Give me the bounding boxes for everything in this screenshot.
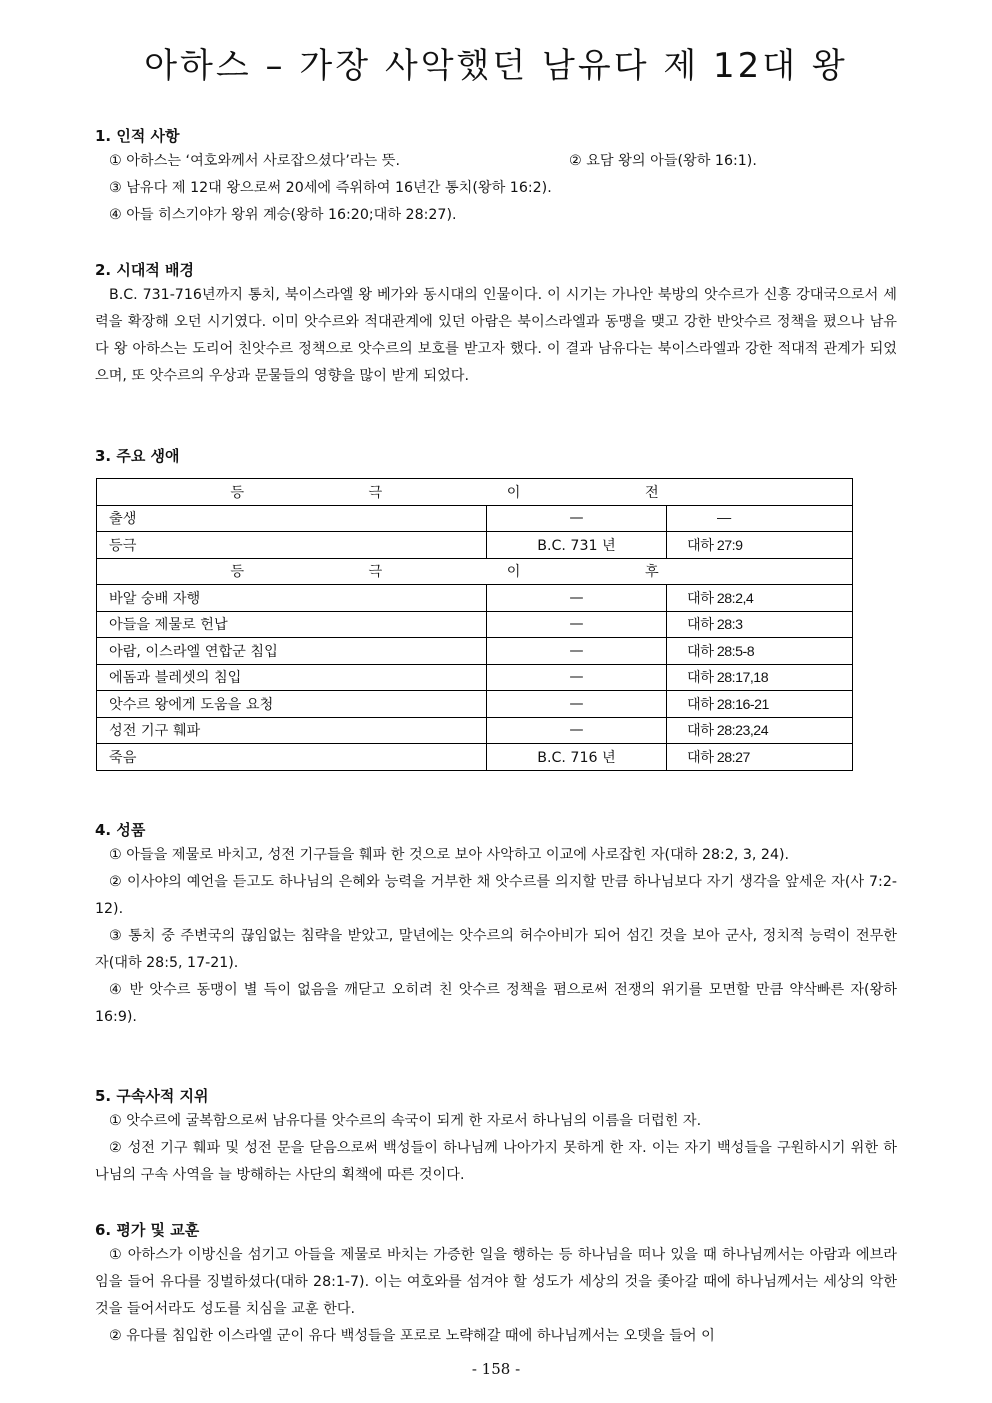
table-row: [97, 532, 853, 559]
info-item: ① 아하스는 ‘여호와께서 사로잡으셨다’라는 뜻.: [109, 153, 400, 169]
section-character: [95, 818, 897, 1031]
section-heading: 2. 시대적 배경: [95, 261, 195, 279]
year-cell: —: [487, 664, 667, 691]
table-row: [97, 611, 853, 638]
section-evaluation: [95, 1218, 897, 1350]
event-cell: 성전 기구 훼파: [97, 717, 487, 744]
year-cell: —: [487, 585, 667, 612]
table-row: [97, 744, 853, 771]
status-item: ① 앗수르에 굴복함으로써 남유다를 앗수르의 속국이 되게 한 자로서 하나님의 이름을 더럽힌 자.: [109, 1113, 702, 1129]
character-item: ④ 반 앗수르 동맹이 별 득이 없음을 깨닫고 오히려 친 앗수르 정책을 폄으로써 전쟁의 위기를 모면할 만큼 약삭빠른 자(왕하 16:9).: [95, 982, 897, 1025]
table-row: [97, 505, 853, 532]
section-personal-info: [95, 124, 897, 229]
year-cell: —: [487, 638, 667, 665]
ref-cell: 대하 28:3: [667, 611, 853, 638]
character-item: ② 이사야의 예언을 듣고도 하나님의 은혜와 능력을 거부한 채 앗수르를 의지할 만큼 하나님보다 자기 생각을 앞세운 자(사 7:2-12).: [95, 874, 897, 917]
table-header-row: [97, 479, 853, 506]
event-cell: 아들을 제물로 헌납: [97, 611, 487, 638]
event-cell: 등극: [97, 532, 487, 559]
event-cell: 죽음: [97, 744, 487, 771]
evaluation-item: ① 아하스가 이방신을 섬기고 아들을 제물로 바치는 가증한 일을 행하는 등 하나님을 떠나 있을 때 하나님께서는 아람과 에브라임을 들어 유다를 징벌하셨다(대하 28:1-7). 이는 여호와를 섬겨야 할 성도가 세상의 것을 좇아갈 때에 하나님께서는 세상의 악한 것을 들어서라도 성도를 치심을 교훈 한다.: [95, 1247, 897, 1317]
section-heading: 5. 구속사적 지위: [95, 1087, 209, 1105]
page-number: - 158 -: [471, 1360, 521, 1378]
section-life: [95, 444, 897, 468]
character-item: ③ 통치 중 주변국의 끊임없는 침략을 받았고, 말년에는 앗수르의 허수아비가 되어 섬긴 것을 보아 군사, 정치적 능력이 전무한 자(대하 28:5, 17-21).: [95, 928, 897, 971]
info-row: [95, 148, 897, 175]
ref-cell: 대하 28:27: [667, 744, 853, 771]
section-redemptive-status: [95, 1084, 897, 1189]
status-item: ② 성전 기구 훼파 및 성전 문을 닫음으로써 백성들이 하나님께 나아가지 못하게 한 자. 이는 자기 백성들을 구원하시기 위한 하나님의 구속 사역을 늘 방해하는 사단의 획책에 따른 것이다.: [95, 1140, 897, 1183]
year-cell: —: [487, 691, 667, 718]
year-cell: —: [487, 611, 667, 638]
page-title: 아하스 – 가장 사악했던 남유다 제 12대 왕: [144, 46, 848, 86]
event-cell: 에돔과 블레셋의 침입: [97, 664, 487, 691]
year-cell: B.C. 716 년: [487, 744, 667, 771]
section-heading: 4. 성품: [95, 821, 146, 839]
event-cell: 바알 숭배 자행: [97, 585, 487, 612]
info-item: ③ 남유다 제 12대 왕으로써 20세에 즉위하여 16년간 통치(왕하 16:2).: [109, 180, 552, 196]
event-cell: 앗수르 왕에게 도움을 요청: [97, 691, 487, 718]
year-cell: B.C. 731 년: [487, 532, 667, 559]
ref-cell: 대하 28:17,18: [667, 664, 853, 691]
header-after: 등 극 이 후: [97, 558, 853, 585]
ref-cell: 대하 28:16-21: [667, 691, 853, 718]
table-row: [97, 664, 853, 691]
ref-cell: 대하 28:5-8: [667, 638, 853, 665]
info-item: ④ 아들 히스기야가 왕위 계승(왕하 16:20;대하 28:27).: [109, 207, 457, 223]
event-cell: 아람, 이스라엘 연합군 침입: [97, 638, 487, 665]
ref-cell: 대하 28:2,4: [667, 585, 853, 612]
section-heading: 6. 평가 및 교훈: [95, 1221, 200, 1239]
ref-cell: —: [667, 505, 853, 532]
section-heading: 3. 주요 생애: [95, 447, 180, 465]
event-cell: 출생: [97, 505, 487, 532]
table-header-row: [97, 558, 853, 585]
section-background: [95, 258, 897, 390]
table-row: [97, 638, 853, 665]
table-row: [97, 717, 853, 744]
background-text: B.C. 731-716년까지 통치, 북이스라엘 왕 베가와 동시대의 인물이다. 이 시기는 가나안 북방의 앗수르가 신흥 강대국으로서 세력을 확장해 오던 시기였다. 이미 앗수르와 적대관계에 있던 아람은 북이스라엘과 동맹을 맺고 강한 반앗수르 정책을 폈으나 남유다 왕 아하스는 도리어 친앗수르 정책으로 앗수르의 보호를 받고자 했다. 이 결과 남유다는 북이스라엘과 강한 적대적 관계가 되었으며, 또 앗수르의 우상과 문물들의 영향을 많이 받게 되었다.: [95, 287, 897, 384]
ref-cell: 대하 27:9: [667, 532, 853, 559]
info-item: ② 요담 왕의 아들(왕하 16:1).: [569, 153, 757, 169]
table-row: [97, 691, 853, 718]
section-heading: 1. 인적 사항: [95, 127, 180, 145]
year-cell: —: [487, 505, 667, 532]
evaluation-item: ② 유다를 침입한 이스라엘 군이 유다 백성들을 포로로 노략해갈 때에 하나님께서는 오뎃을 들어 이: [109, 1328, 715, 1344]
header-before: 등 극 이 전: [97, 479, 853, 506]
character-item: ① 아들을 제물로 바치고, 성전 기구들을 훼파 한 것으로 보아 사악하고 이교에 사로잡힌 자(대하 28:2, 3, 24).: [109, 847, 790, 863]
ref-cell: 대하 28:23,24: [667, 717, 853, 744]
table-row: [97, 585, 853, 612]
life-events-table: [96, 478, 853, 771]
year-cell: —: [487, 717, 667, 744]
